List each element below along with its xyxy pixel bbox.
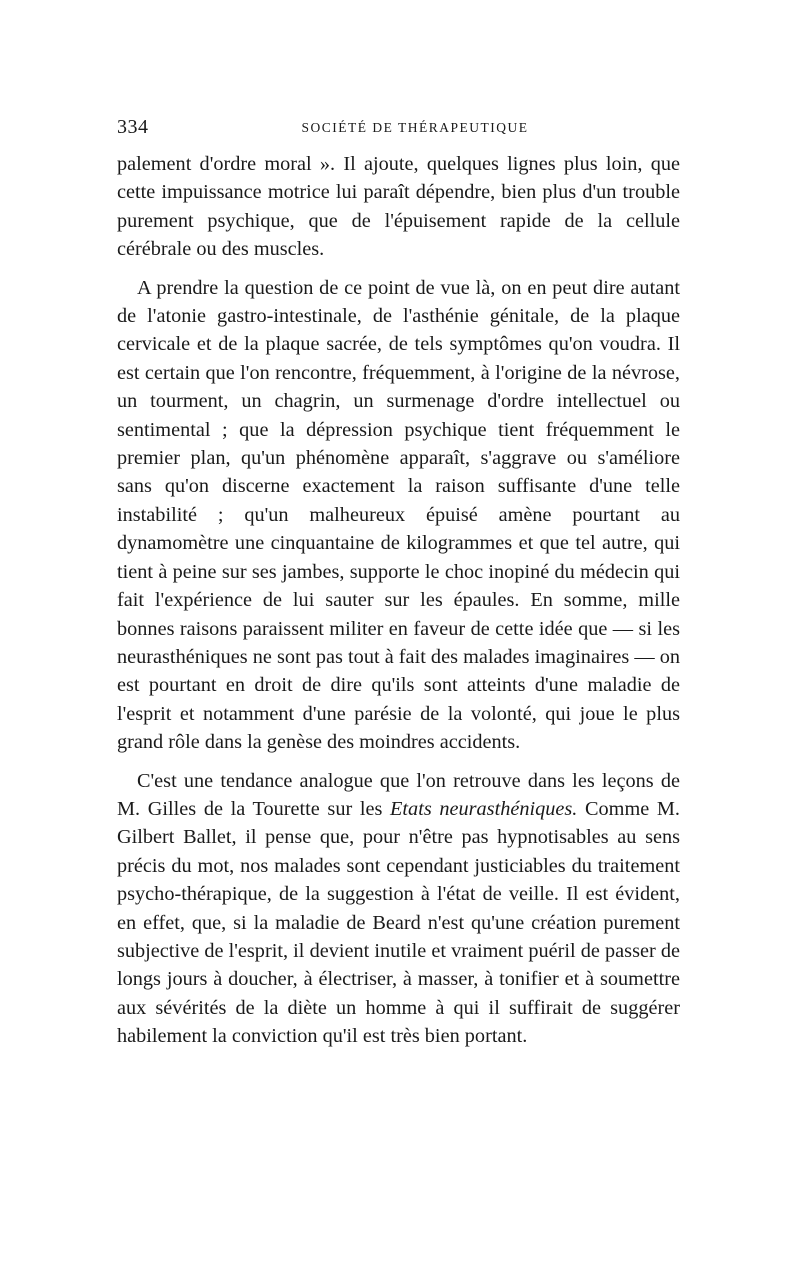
body-text bbox=[117, 150, 680, 1051]
paragraph-text-start: C'est une tendance analogue que l'on retrouve dans les leçons de M. Gilles de la Tourette sur les bbox=[117, 769, 680, 820]
paragraph-text-end: Comme M. Gilbert Ballet, il pense que, pour n'être pas hypnotisables au sens précis du mot, nos malades sont cependant justiciables du traitement psycho-thérapique, de la suggestion à l'état de veille. Il est évident, en effet, que, si la maladie de Beard n'est qu'une création purement subjective de l'esprit, il devient inutile et vraiment puéril de passer de longs jours à doucher, à électriser, à masser, à tonifier et à soumettre aux sévérités de la diète un homme à qui il suffirait de suggérer habilement la conviction qu'il est très bien portant. bbox=[117, 797, 680, 1048]
paragraph-gilles-de-la-tourette bbox=[117, 767, 680, 1051]
running-head bbox=[117, 116, 683, 140]
page-number: 334 bbox=[117, 116, 149, 138]
italic-title-etats-neurastheniques: Etats neurasthéniques. bbox=[390, 797, 578, 820]
paragraph-continuation: palement d'ordre moral ». Il ajoute, quelques lignes plus loin, que cette impuissance motrice lui paraît dépendre, bien plus d'un trouble purement psychique, que de l'épuisement rapide de la cellule cérébrale ou des muscles. bbox=[117, 153, 680, 261]
paragraph-neurasthenia-symptoms: A prendre la question de ce point de vue là, on en peut dire autant de l'atonie gastro-intestinale, de l'asthénie génitale, de la plaque cervicale et de la plaque sacrée, de tels symptômes qu'on voudra. Il est certain que l'on rencontre, fréquemment, à l'origine de la névrose, un tourment, un chagrin, un surmenage d'ordre intellectuel ou sentimental ; que la dépression psychique tient fréquemment le premier plan, qu'un phénomène apparaît, s'aggrave ou s'améliore sans qu'on discerne exactement la raison suffisante d'une telle instabilité ; qu'un malheureux épuisé amène pourtant au dynamomètre une cinquantaine de kilogrammes et que tel autre, qui tient à peine sur ses jambes, supporte le choc inopiné du médecin qui fait l'expérience de lui sauter sur les épaules. En somme, mille bonnes raisons paraissent militer en faveur de cette idée que — si les neurasthéniques ne sont pas tout à fait des malades imaginaires — on est pourtant en droit de dire qu'ils sont atteints d'une maladie de l'esprit et notamment d'une parésie de la volonté, qui joue le plus grand rôle dans la genèse des moindres accidents. bbox=[117, 276, 680, 754]
journal-title: SOCIÉTÉ DE THÉRAPEUTIQUE bbox=[301, 120, 529, 135]
